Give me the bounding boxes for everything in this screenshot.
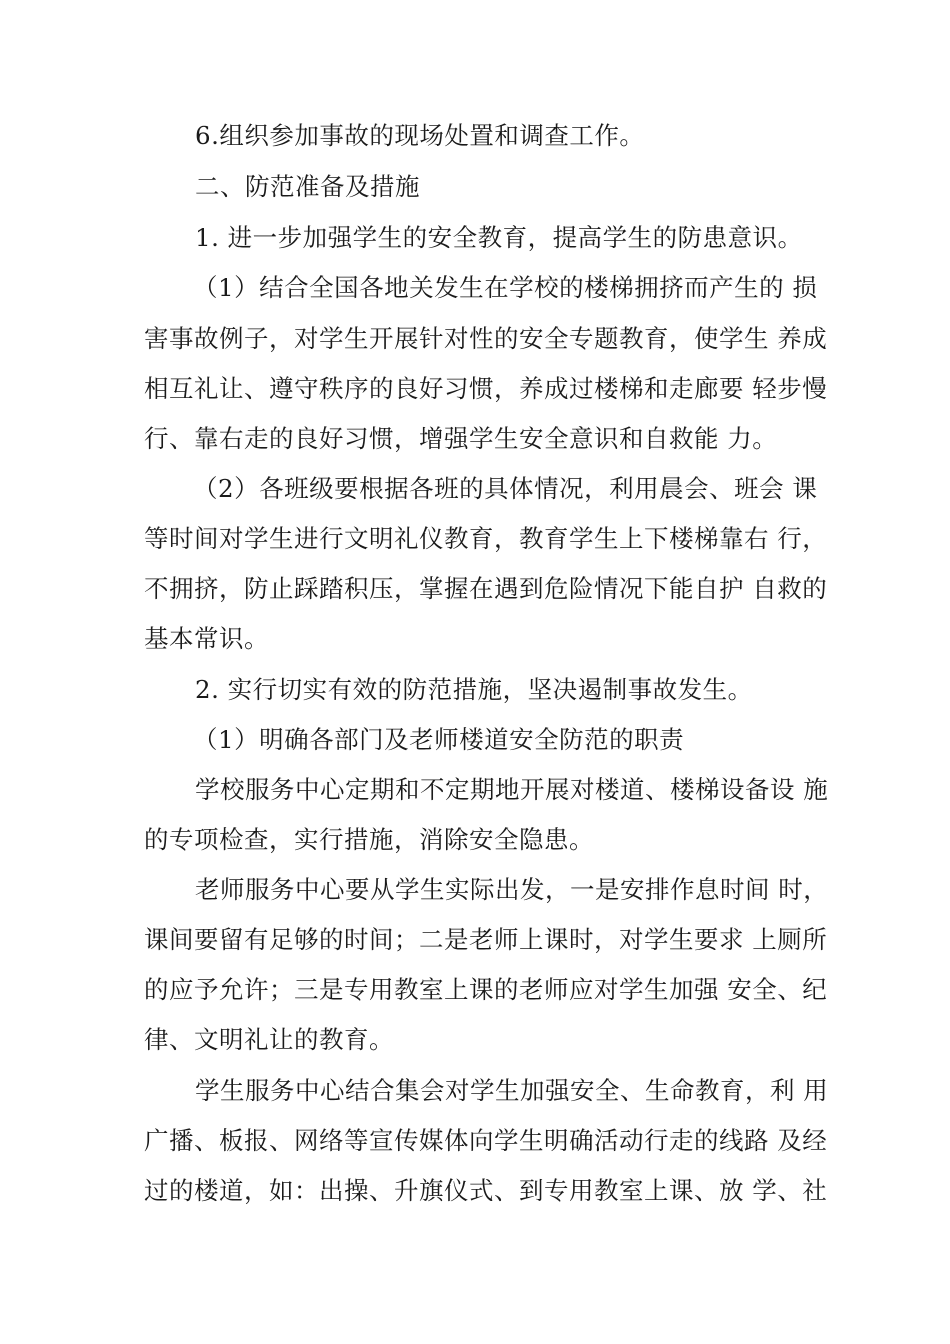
text-line: 1. 进一步加强学生的安全教育，提高学生的防患意识。 [195, 223, 803, 252]
text-line: 不拥挤，防止踩踏积压，掌握在遇到危险情况下能自护 自救的 [144, 574, 828, 603]
text-line: （1）结合全国各地关发生在学校的楼梯拥挤而产生的 损 [193, 273, 818, 302]
text-line: 律、文明礼让的教育。 [144, 1025, 394, 1054]
text-line: 等时间对学生进行文明礼仪教育，教育学生上下楼梯靠右 行， [144, 524, 828, 553]
text-line: （2）各班级要根据各班的具体情况，利用晨会、班会 课 [193, 474, 818, 503]
text-line: 学生服务中心结合集会对学生加强安全、生命教育，利 用 [195, 1076, 829, 1105]
text-line: 学校服务中心定期和不定期地开展对楼道、楼梯设备设 施 [195, 775, 829, 804]
text-line: （1）明确各部门及老师楼道安全防范的职责 [193, 725, 685, 754]
text-line: 课间要留有足够的时间；二是老师上课时，对学生要求 上厕所 [144, 925, 828, 954]
section-heading: 二、防范准备及措施 [195, 172, 420, 201]
text-line: 行、靠右走的良好习惯，增强学生安全意识和自救能 力。 [144, 424, 778, 453]
text-line: 老师服务中心要从学生实际出发，一是安排作息时间 时， [195, 875, 829, 904]
text-line: 广播、板报、网络等宣传媒体向学生明确活动行走的线路 及经 [144, 1126, 828, 1155]
text-line: 6.组织参加事故的现场处置和调查工作。 [195, 121, 645, 150]
text-line: 2. 实行切实有效的防范措施，坚决遏制事故发生。 [195, 675, 753, 704]
text-line: 基本常识。 [144, 624, 269, 653]
text-line: 的专项检查，实行措施，消除安全隐患。 [144, 825, 594, 854]
text-line: 过的楼道，如：出操、升旗仪式、到专用教室上课、放 学、社 [144, 1176, 828, 1205]
text-line: 相互礼让、遵守秩序的良好习惯，养成过楼梯和走廊要 轻步慢 [144, 374, 828, 403]
text-line: 害事故例子，对学生开展针对性的安全专题教育，使学生 养成 [144, 324, 828, 353]
text-line: 的应予允许；三是专用教室上课的老师应对学生加强 安全、纪 [144, 975, 828, 1004]
